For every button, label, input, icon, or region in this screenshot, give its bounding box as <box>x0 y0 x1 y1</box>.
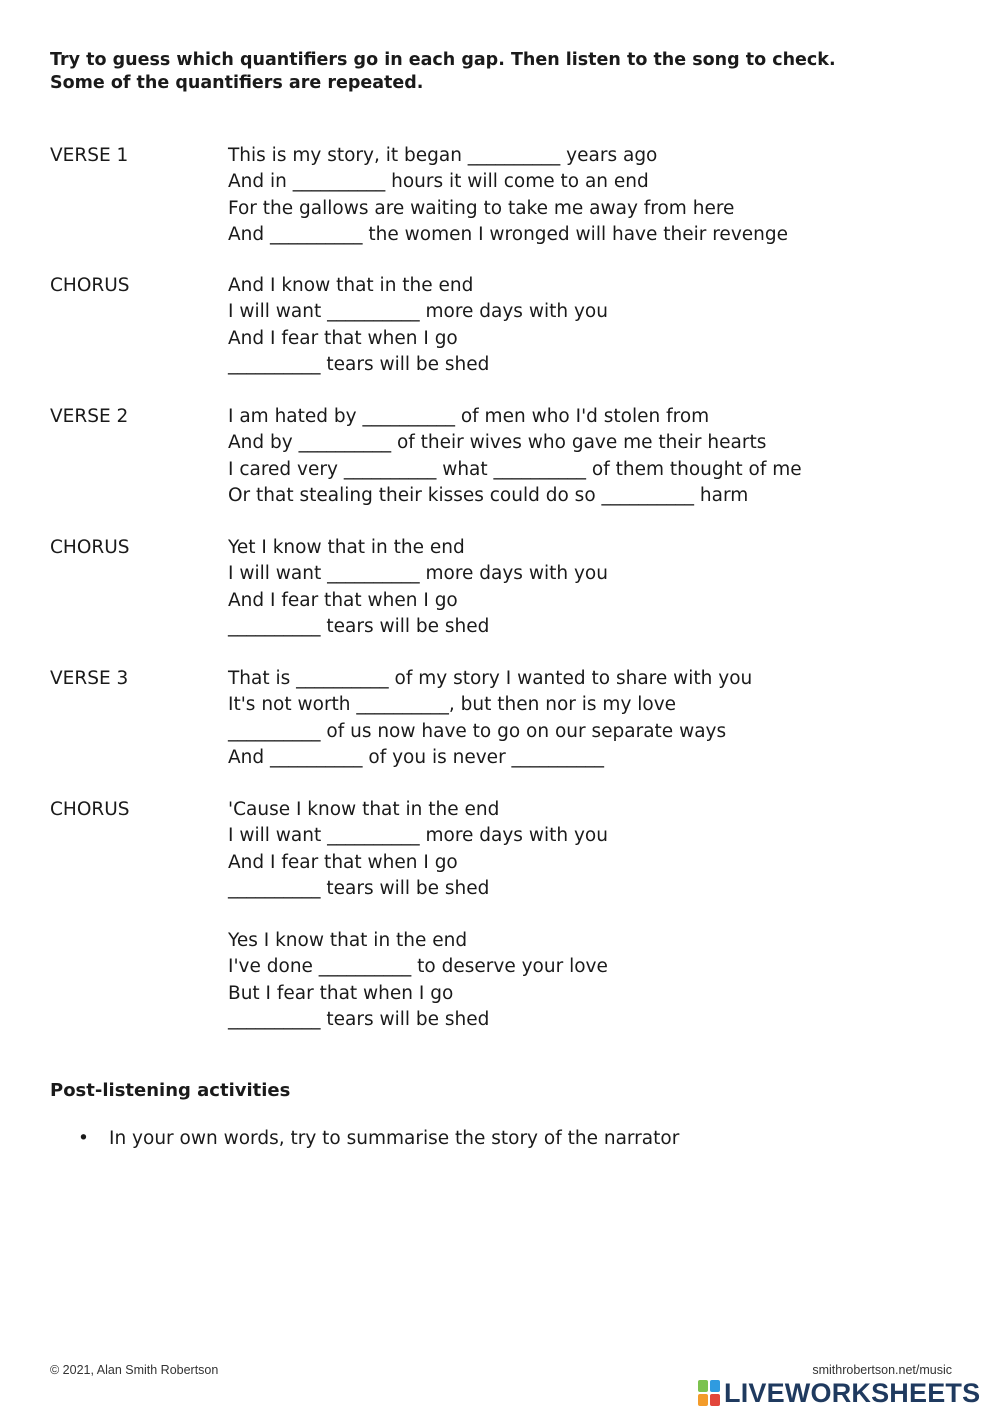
logo-square-orange <box>698 1394 708 1406</box>
lyric-lines <box>228 404 802 509</box>
lyric-lines <box>228 666 752 771</box>
lyric-lines <box>228 273 608 378</box>
lyric-line: I cared very __________ what __________ of them thought of me <box>228 458 802 480</box>
lyric-line: 'Cause I know that in the end <box>228 799 500 820</box>
footer-url: smithrobertson.net/music <box>812 1363 952 1377</box>
lyric-line: __________ of us now have to go on our separate ways <box>228 720 727 742</box>
liveworksheets-logo-icon <box>698 1379 722 1407</box>
lyric-line: And in __________ hours it will come to an end <box>228 171 649 193</box>
lyric-line: __________ tears will be shed <box>228 353 490 375</box>
lyric-line: And I fear that when I go <box>228 589 458 611</box>
lyric-line: I will want __________ more days with you <box>228 825 608 847</box>
logo-square-green <box>698 1380 708 1392</box>
liveworksheets-logo-text: LIVEWORKSHEETS <box>724 1378 981 1408</box>
instructions <box>50 49 950 95</box>
post-listening-item-text: In your own words, try to summarise the story of the narrator <box>109 1128 680 1149</box>
lyric-line: For the gallows are waiting to take me away from here <box>228 197 735 219</box>
lyric-line: __________ tears will be shed <box>228 877 490 899</box>
lyric-line: Yes I know that in the end <box>228 930 468 951</box>
lyric-lines <box>228 928 608 1033</box>
lyric-line: __________ tears will be shed <box>228 615 490 637</box>
lyric-line: It's not worth __________, but then nor is my love <box>228 694 677 716</box>
lyric-line: I am hated by __________ of men who I'd stolen from <box>228 406 710 427</box>
lyric-line: And __________ the women I wronged will have their revenge <box>228 223 788 245</box>
copyright-notice: © 2021, Alan Smith Robertson <box>50 1363 219 1377</box>
lyric-line: And by __________ of their wives who gave me their hearts <box>228 432 767 454</box>
bullet-icon: • <box>78 1128 89 1149</box>
lyric-line: I've done __________ to deserve your love <box>228 956 608 978</box>
lyric-line: And I fear that when I go <box>228 327 458 349</box>
instructions-line-1: Try to guess which quantifiers go in each gap. Then listen to the song to check. <box>50 50 836 70</box>
lyric-line: Yet I know that in the end <box>228 537 465 558</box>
lyric-line: This is my story, it began __________ years ago <box>228 145 658 166</box>
lyric-lines <box>228 535 608 640</box>
logo-square-red <box>710 1394 720 1406</box>
section-label: VERSE 3 <box>50 668 129 689</box>
lyric-line: And I know that in the end <box>228 275 474 296</box>
section-label: CHORUS <box>50 537 130 558</box>
section-label: CHORUS <box>50 275 130 296</box>
liveworksheets-logo[interactable] <box>698 1378 980 1408</box>
instructions-line-2: Some of the quantifiers are repeated. <box>50 73 424 93</box>
lyric-lines <box>228 797 608 902</box>
lyric-line: I will want __________ more days with you <box>228 301 608 323</box>
section-label: VERSE 2 <box>50 406 129 427</box>
post-listening-item <box>78 1127 679 1151</box>
lyric-line: And __________ of you is never __________ <box>228 746 605 768</box>
post-listening-title: Post-listening activities <box>50 1080 291 1101</box>
section-label: VERSE 1 <box>50 145 129 166</box>
lyric-lines <box>228 143 788 248</box>
section-label: CHORUS <box>50 799 130 820</box>
lyric-line: That is __________ of my story I wanted to share with you <box>228 668 753 689</box>
lyric-line: Or that stealing their kisses could do so __________ harm <box>228 484 749 506</box>
lyric-line: And I fear that when I go <box>228 851 458 873</box>
logo-square-blue <box>710 1380 720 1392</box>
lyric-line: I will want __________ more days with you <box>228 563 608 585</box>
lyric-line: But I fear that when I go <box>228 982 454 1004</box>
lyric-line: __________ tears will be shed <box>228 1008 490 1030</box>
